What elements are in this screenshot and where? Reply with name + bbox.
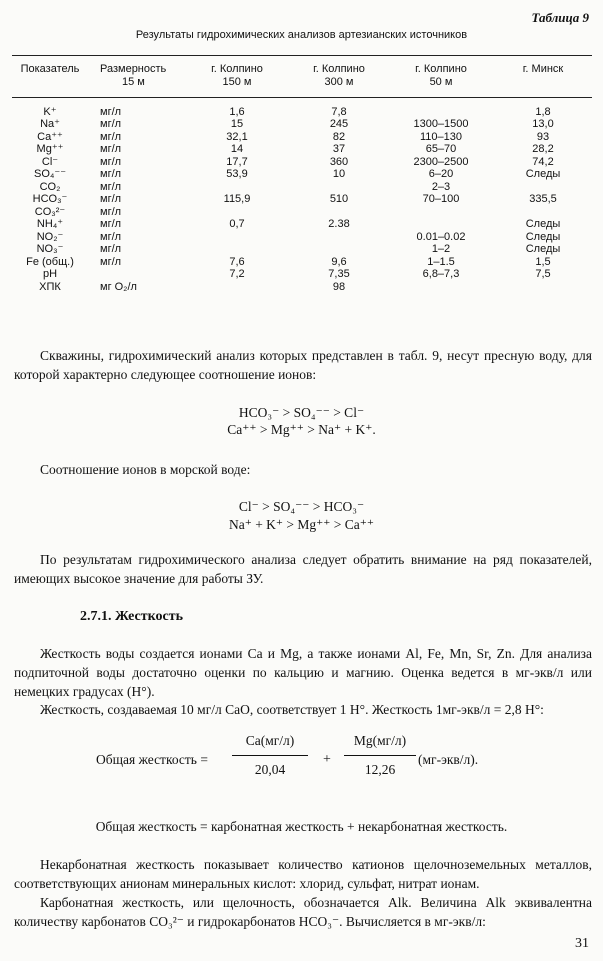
table-cell (390, 281, 492, 294)
table-cell: pH (42, 268, 58, 280)
table-row (10, 156, 594, 169)
table-cell: SO₄⁻⁻ (34, 168, 66, 180)
table-cell: мг/л (100, 155, 122, 168)
table-cell: мг/л (100, 168, 122, 180)
table-cell (390, 106, 492, 119)
paragraph-hardness-units: Жесткость, создаваемая 10 мг/л CaO, соответствует 1 H°. Жесткость 1мг-экв/л = 2,8 H°: (40, 702, 544, 717)
table-cell: K⁺ (43, 105, 57, 118)
paragraph-fresh-water: Скважины, гидрохимический анализ которых представлен в табл. 9, несут пресную воду, для которой характерно следующее соотношение ионов: (14, 348, 592, 382)
hardness-unit: (мг-экв/л). (418, 752, 479, 767)
table-cell: Cl⁻ (41, 155, 59, 168)
fraction-numerator: Mg(мг/л) (353, 733, 407, 748)
table-cell: 7,8 (331, 105, 347, 118)
table-cell: 1300–1500 (413, 118, 469, 130)
table-cell (390, 218, 492, 231)
table-caption: Результаты гидрохимических анализов артезианских источников (135, 29, 468, 41)
table-cell: 1–2 (431, 243, 451, 255)
table-cell: мг/л (100, 130, 122, 143)
hardness-fraction-ca (232, 733, 308, 778)
table-cell: мг/л (100, 230, 122, 243)
header-cell: г. Колпино 300 м (313, 63, 365, 88)
table-cell: 1,8 (535, 105, 551, 118)
table-row (10, 168, 594, 181)
table-header-row (10, 60, 594, 93)
table-cell: 70–100 (422, 193, 460, 205)
header-cell: Показатель (20, 63, 80, 75)
table-cell: мг/л (100, 205, 122, 218)
table-cell: Следы (525, 230, 561, 243)
table-cell: 93 (536, 130, 550, 143)
table-row (10, 281, 594, 294)
table-cell: 2–3 (431, 180, 451, 193)
table-cell: 115,9 (223, 193, 251, 205)
table-cell: мг/л (100, 143, 122, 155)
table-cell: Mg⁺⁺ (36, 143, 64, 155)
header-cell: Размерность 15 м (100, 63, 167, 88)
table-cell: 17,7 (226, 155, 248, 168)
table-cell: 37 (332, 143, 346, 155)
table-cell (492, 281, 594, 294)
hardness-fraction-mg (344, 733, 416, 778)
formula-sea-cations: Na⁺ + K⁺ > Mg⁺⁺ > Ca⁺⁺ (228, 517, 375, 532)
table-cell: Na⁺ (40, 118, 60, 130)
table-row (10, 206, 594, 219)
page-number: 31 (575, 936, 589, 951)
table-cell: 7,2 (229, 268, 245, 280)
table-cell: ХПК (39, 280, 61, 293)
table-row (10, 131, 594, 144)
table-cell: NH₄⁺ (36, 218, 64, 230)
table-row (10, 143, 594, 156)
table-cell: 7,6 (229, 255, 245, 268)
table-row (10, 243, 594, 256)
table-cell (186, 206, 288, 219)
table-cell: Ca⁺⁺ (37, 130, 63, 143)
table-cell: HCO₃⁻ (32, 193, 68, 205)
table-cell: 2.38 (328, 218, 350, 230)
table-cell: 65–70 (425, 143, 457, 155)
table-cell: 7,35 (328, 268, 350, 280)
table-cell: 14 (230, 143, 244, 155)
table-cell: 28,2 (532, 143, 554, 155)
table-cell: мг/л (100, 180, 122, 193)
table-cell: 1,5 (535, 255, 551, 268)
table-cell: 245 (329, 118, 349, 130)
table-cell (288, 231, 390, 244)
paragraph-sea-water: Соотношение ионов в морской воде: (40, 462, 251, 477)
table-cell: 1–1.5 (427, 255, 455, 268)
table-cell: 53,9 (226, 168, 248, 180)
fraction-numerator: Ca(мг/л) (245, 733, 295, 748)
table-cell: 360 (329, 155, 349, 168)
table-cell: CO₃²⁻ (34, 205, 66, 218)
table-cell: 15 (230, 118, 244, 130)
table-row (10, 231, 594, 244)
formula-fresh-cations: Ca⁺⁺ > Mg⁺⁺ > Na⁺ + K⁺. (227, 422, 376, 437)
table-cell: мг/л (100, 255, 122, 268)
formula-total-hardness: Общая жесткость = карбонатная жесткость + некарбонатная жесткость. (95, 819, 508, 834)
table-cell: 6,8–7,3 (422, 268, 460, 280)
table-cell (288, 206, 390, 219)
table-cell (288, 181, 390, 194)
table-cell: 0.01–0.02 (416, 230, 466, 243)
table-cell: 98 (332, 280, 346, 293)
table-cell: 1,6 (229, 105, 245, 118)
fraction-bar (344, 755, 416, 756)
table-cell: мг/л (100, 218, 122, 230)
table-cell: Следы (525, 168, 561, 180)
table-cell: 2300–2500 (413, 155, 469, 168)
paragraph-hardness-ions: Жесткость воды создается ионами Ca и Mg, а также ионами Al, Fe, Mn, Sr, Zn. Для анализа подпиточной воды достаточно оценки по кальцию и магнию. Оценка ведется в мг-экв/л или немецких градусах (H°). (14, 646, 592, 699)
table-row (10, 256, 594, 269)
table-cell: мг/л (100, 243, 122, 255)
fraction-denominator: 20,04 (254, 762, 286, 777)
table-cell: мг/л (100, 193, 122, 205)
table-top-rule (12, 55, 592, 56)
formula-fresh-anions: HCO₃⁻ > SO₄⁻⁻ > Cl⁻ (238, 405, 365, 420)
table-row (10, 268, 594, 281)
table-cell: 510 (329, 193, 349, 205)
table-cell: 7,5 (535, 268, 551, 280)
paragraph-noncarbonate: Некарбонатная жесткость показывает количество катионов щелочноземельных металлов, соответствующих анионам минеральных кислот: хлорид, сульфат, нитрат ионам. (14, 857, 592, 891)
table-cell (186, 281, 288, 294)
header-cell: г. Колпино 150 м (211, 63, 263, 88)
section-heading: 2.7.1. Жесткость (80, 609, 183, 624)
table-cell (288, 243, 390, 256)
table-cell: 10 (332, 168, 346, 180)
hydrochemical-table (10, 60, 594, 293)
table-cell: 32,1 (226, 130, 248, 143)
paragraph-carbonate: Карбонатная жесткость, или щелочность, обозначается Alk. Величина Alk эквивалентна количеству карбонатов CO₃²⁻ и гидрокарбонатов HCO₃⁻. Вычисляется в мг-экв/л: (14, 895, 592, 929)
table-row (10, 118, 594, 131)
table-cell (186, 231, 288, 244)
table-cell (186, 181, 288, 194)
table-row (10, 193, 594, 206)
table-cell: CO₂ (39, 180, 61, 193)
table-cell: 110–130 (419, 130, 462, 143)
table-cell: мг/л (100, 118, 122, 130)
table-cell: 0,7 (229, 218, 245, 230)
header-cell: г. Колпино 50 м (415, 63, 467, 88)
hardness-formula-label: Общая жесткость = (96, 752, 208, 767)
table-cell: Следы (525, 218, 561, 230)
table-cell: 6–20 (428, 168, 454, 180)
fraction-bar (232, 755, 308, 756)
table-cell: NO₃⁻ (36, 243, 64, 255)
table-cell: Fe (общ.) (26, 255, 74, 268)
header-cell: г. Минск (522, 63, 564, 75)
plus-sign: + (323, 752, 331, 767)
table-cell (492, 181, 594, 194)
table-cell: 9,6 (331, 255, 347, 268)
table-cell: 74,2 (532, 155, 554, 168)
table-tag: Таблица 9 (531, 10, 589, 25)
table-cell: NO₂⁻ (36, 230, 64, 243)
table-row (10, 218, 594, 231)
table-cell: Следы (525, 243, 561, 255)
table-cell: мг/л (100, 105, 122, 118)
paragraph-indicators: По результатам гидрохимического анализа следует обратить внимание на ряд показателей, имеющих высокое значение для работы ЗУ. (14, 552, 592, 586)
table-cell (186, 243, 288, 256)
table-cell (90, 268, 186, 281)
table-cell: мг O₂/л (100, 280, 137, 293)
table-cell (492, 206, 594, 219)
table-cell: 335,5 (529, 193, 557, 205)
fraction-denominator: 12,26 (364, 762, 396, 777)
table-row (10, 106, 594, 119)
table-cell: 82 (332, 130, 346, 143)
table-row (10, 181, 594, 194)
table-cell (390, 206, 492, 219)
table-cell: 13,0 (532, 118, 554, 130)
formula-sea-anions: Cl⁻ > SO₄⁻⁻ > HCO₃⁻ (238, 499, 365, 514)
